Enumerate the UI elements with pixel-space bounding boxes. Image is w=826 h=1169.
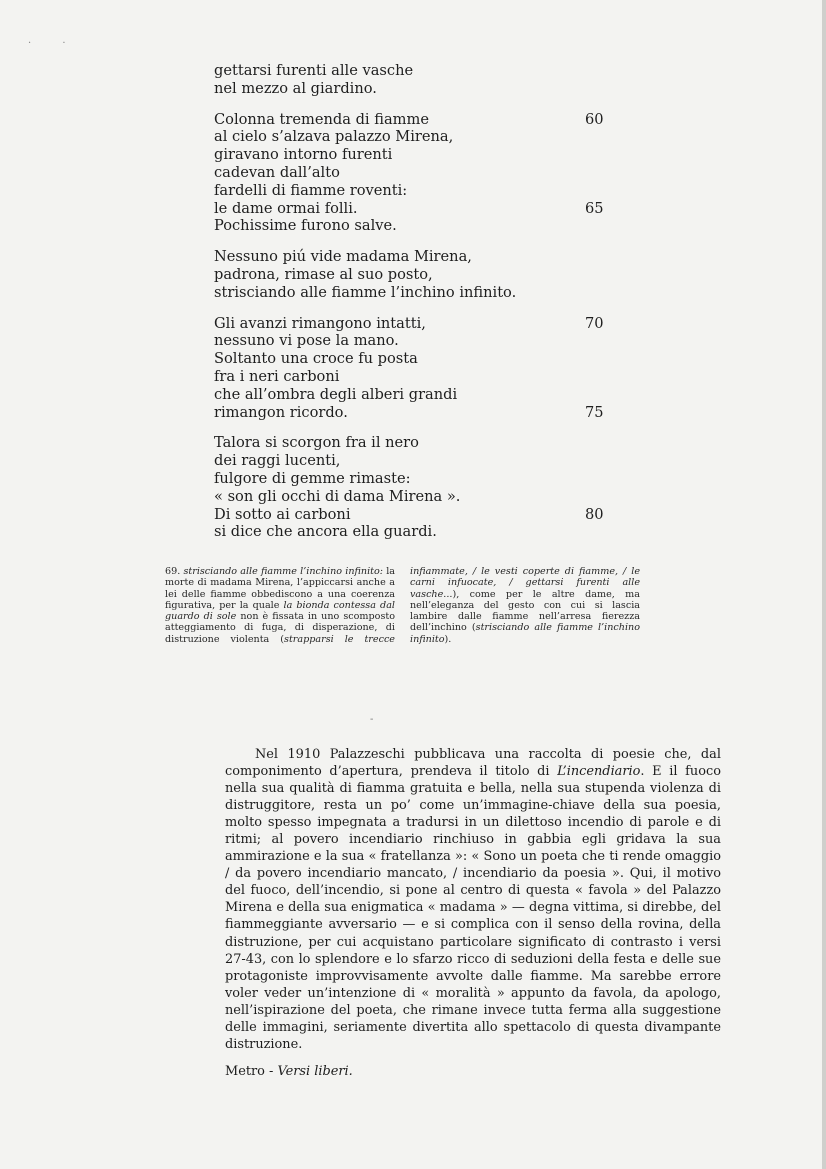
verse-line bbox=[214, 111, 614, 129]
commentary bbox=[225, 746, 721, 1080]
verse-text: al cielo s’alzava palazzo Mirena, bbox=[214, 128, 454, 146]
verse-text: che all’ombra degli alberi grandi bbox=[214, 385, 458, 403]
verse-text: fardelli di fiamme roventi: bbox=[214, 181, 408, 199]
verse-line bbox=[214, 164, 614, 182]
verse-text: Soltanto una croce fu posta bbox=[214, 350, 418, 368]
verse-line bbox=[214, 332, 614, 350]
verse-text: padrona, rimase al suo posto, bbox=[214, 265, 433, 283]
verse-line bbox=[214, 62, 614, 80]
verse-line bbox=[214, 368, 614, 386]
verse-line bbox=[214, 284, 614, 302]
verse-text: Gli avanzi rimangono intatti, bbox=[214, 314, 426, 332]
footnote bbox=[165, 566, 640, 645]
verse-line bbox=[214, 523, 614, 541]
verse-text: Talora si scorgon fra il nero bbox=[214, 434, 419, 452]
verse-line bbox=[214, 182, 614, 200]
verse-text: gettarsi furenti alle vasche bbox=[214, 62, 414, 79]
verse-line bbox=[214, 434, 614, 452]
poem bbox=[214, 62, 614, 554]
line-number: 75 bbox=[585, 403, 604, 421]
verse-text: giravano intorno furenti bbox=[214, 146, 393, 164]
line-number: 80 bbox=[585, 505, 604, 523]
scan-mark: - bbox=[370, 714, 374, 725]
verse-line bbox=[214, 315, 614, 333]
metre-note bbox=[225, 1063, 721, 1080]
verse-line bbox=[214, 350, 614, 368]
verse-line bbox=[214, 506, 614, 524]
verse-line bbox=[214, 488, 614, 506]
verse-text: fra i neri carboni bbox=[214, 367, 340, 385]
footnote-paragraph: 69. strisciando alle fiamme l’inchino infinito: la morte di madama Mirena, l’appiccarsi anche a lei delle fiamme obbediscono a una coerenza figurativa, per la quale la bionda contessa dal guardo di sole non è fissata in uno scomposto atteggiamento di fuga, di disperazione, di distruzione violenta (strapparsi le trecce infiammate, / le vesti coperte di fiamme, / le carni infuocate, / gettarsi furenti alle vasche...), come per le altre dame, ma nell’eleganza del gesto con cui si lascia lambire dalle fiamme nell’arresa fierezza dell’inchino (strisciando alle fiamme l’inchino infinito). bbox=[165, 566, 640, 645]
footnote-number: 69. bbox=[165, 566, 181, 577]
verse-text: dei raggi lucenti, bbox=[214, 452, 341, 470]
line-number: 60 bbox=[585, 110, 604, 128]
verse-line bbox=[214, 452, 614, 470]
line-number: 70 bbox=[585, 314, 604, 332]
stanza bbox=[214, 111, 614, 236]
verse-line bbox=[214, 404, 614, 422]
verse-text: rimangon ricordo. bbox=[214, 403, 348, 421]
verse-text: Nessuno piú vide madama Mirena, bbox=[214, 248, 472, 266]
verse-text: le dame ormai folli. bbox=[214, 199, 358, 217]
verse-line bbox=[214, 146, 614, 164]
stanza bbox=[214, 315, 614, 422]
verse-text: si dice che ancora ella guardi. bbox=[214, 523, 437, 541]
metre-label: Metro - bbox=[225, 1063, 278, 1079]
verse-line bbox=[214, 80, 614, 98]
footnote-lemma: strisciando alle fiamme l’inchino infinito: bbox=[183, 566, 384, 577]
metre-value: Versi liberi. bbox=[277, 1063, 353, 1079]
verse-text: Colonna tremenda di fiamme bbox=[214, 110, 429, 128]
verse-text: fulgore di gemme rimaste: bbox=[214, 469, 411, 487]
scan-specks: · · bbox=[28, 38, 80, 49]
stanza bbox=[214, 434, 614, 541]
commentary-paragraph: Nel 1910 Palazzeschi pubblicava una raccolta di poesie che, dal componimento d’apertura, prendeva il titolo di L’incendiario. E il fuoco nella sua qualità di fiamma gratuita e bella, nella sua stupenda violenza di distruggitore, resta un po’ come un’immagine-chiave della sua poesia, molto spesso impegnata a tradursi in un dilettoso incendio di parole e di ritmi; al povero incendiario rinchiuso in gabbia egli gridava la sua ammirazione e la sua « fratellanza »: « Sono un poeta che ti rende omaggio / da povero incendiario mancato, / incendiario da poesia ». Qui, il motivo del fuoco, dell’incendio, si pone al centro di questa « favola » del Palazzo Mirena e della sua enigmatica « madama » — degna vittima, si direbbe, del fiammeggiante avversario — e si complica con il senso della rovina, della distruzione, per cui acquistano particolare significato di contrasto i versi 27-43, con lo splendore e lo sfarzo ricco di seduzioni della festa e delle sue protagoniste improvvisamente avvolte dalle fiamme. Ma sarebbe errore voler veder un’intenzione di « moralità » appunto da favola, da apologo, nell’ispirazione del poeta, che rimane invece tutta ferma alla suggestione delle immagini, seriamente divertita allo spettacolo di questa divampante distruzione. bbox=[225, 747, 721, 1052]
verse-line bbox=[214, 217, 614, 235]
verse-text: Di sotto ai carboni bbox=[214, 505, 351, 523]
verse-line bbox=[214, 248, 614, 266]
verse-line bbox=[214, 266, 614, 284]
book-title: L’incendiario bbox=[557, 764, 641, 780]
line-number: 65 bbox=[585, 199, 604, 217]
verse-line bbox=[214, 200, 614, 218]
stanza bbox=[214, 248, 614, 301]
verse-text: nessuno vi pose la mano. bbox=[214, 332, 399, 350]
verse-line bbox=[214, 470, 614, 488]
verse-line bbox=[214, 128, 614, 146]
verse-text: « son gli occhi di dama Mirena ». bbox=[214, 487, 461, 505]
verse-text: cadevan dall’alto bbox=[214, 163, 340, 181]
stanza bbox=[214, 62, 614, 98]
verse-text: Pochissime furono salve. bbox=[214, 217, 397, 235]
verse-text: strisciando alle fiamme l’inchino infinito. bbox=[214, 283, 517, 301]
verse-text: nel mezzo al giardino. bbox=[214, 79, 377, 97]
page-edge bbox=[822, 0, 826, 1169]
verse-line bbox=[214, 386, 614, 404]
